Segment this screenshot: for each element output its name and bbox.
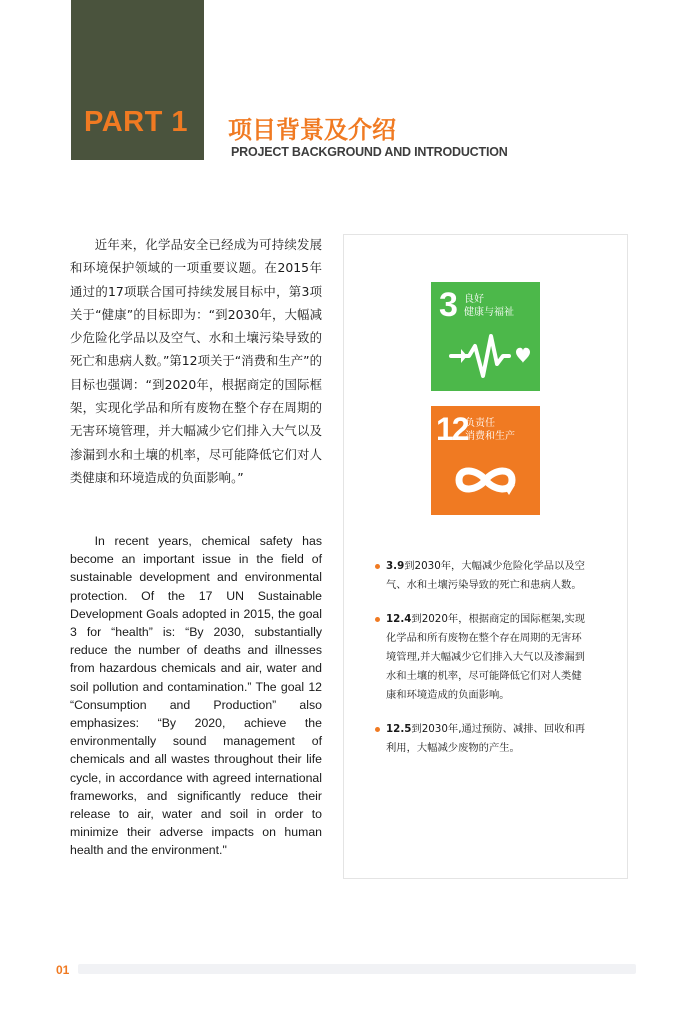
sdg-label-line2: 消费和生产: [465, 431, 515, 442]
sdg-number: 12: [436, 411, 468, 447]
sdg-label-line1: 良好: [464, 294, 484, 305]
goal-id: 12.5: [386, 723, 412, 735]
page-number: 01: [56, 963, 70, 977]
page-title: 项目背景及介绍: [228, 116, 396, 144]
infinity-icon: [431, 456, 540, 511]
goal-text: 到2030年,通过预防、减排、回收和再利用，大幅减少废物的产生。: [386, 723, 586, 754]
list-item: [374, 557, 589, 595]
goal-text: 到2030年，大幅减少危险化学品以及空气、水和土壤污染导致的死亡和患病人数。: [386, 560, 585, 591]
sdg-3-card: [431, 282, 540, 391]
sdg-label: [464, 293, 529, 319]
sdg-12-card: [431, 406, 540, 515]
body-paragraph-chinese: 近年来，化学品安全已经成为可持续发展和环境保护领域的一项重要议题。在2015年通过的17项联合国可持续发展目标中，第3项关于“健康”的目标即为：“到2030年，大幅减少危险化学品以及空气、水和土壤污染导致的死亡和患病人数。”第12项关于“消费和生产”的目标也强调：“到2020年，根据商定的国际框架，实现化学品和所有废物在整个存在周期的无害环境管理，并大幅减少它们排入大气以及渗漏到水和土壤的机率，尽可能降低它们对人类健康和环境造成的负面影响。”: [70, 237, 322, 485]
goal-id: 3.9: [386, 560, 405, 572]
sdg-label: [465, 417, 530, 443]
page-subtitle: PROJECT BACKGROUND AND INTRODUCTION: [231, 145, 508, 159]
list-item: [374, 720, 589, 758]
sdg-label-line1: 负责任: [465, 418, 495, 429]
list-item: [374, 610, 589, 705]
goal-id: 12.4: [386, 613, 412, 625]
heartbeat-icon: [431, 332, 540, 387]
sdg-label-line2: 健康与福祉: [464, 307, 514, 318]
body-paragraph-english: In recent years, chemical safety has become an important issue in the field of sustainable development and environmental protection. Of the 17 UN Sustainable Development Goals adopted in 2015, the goal 3 for “health” is: “By 2030, substantially reduce the number of deaths and illnesses from hazardous chemicals and air, water and soil pollution and contamination.” The goal 12 “Consumption and Production” also emphasizes: “By 2020, achieve the environmentally sound management of chemicals and all wastes throughout their life cycle, in accordance with agreed international frameworks, and significantly reduce their release to air, water and soil in order to minimize their adverse impacts on human health and the environment.": [70, 534, 322, 858]
sdg-number: 3: [439, 286, 456, 324]
goal-text: 到2020年，根据商定的国际框架,实现化学品和所有废物在整个存在周期的无害环境管理,并大幅减少它们排入大气以及渗漏到水和土壤的机率，尽可能降低它们对人类健康和环境造成的负面影响。: [386, 613, 586, 701]
footer-bar: [78, 964, 636, 974]
part-label: PART 1: [84, 106, 188, 138]
sdg-target-list: [374, 557, 589, 773]
